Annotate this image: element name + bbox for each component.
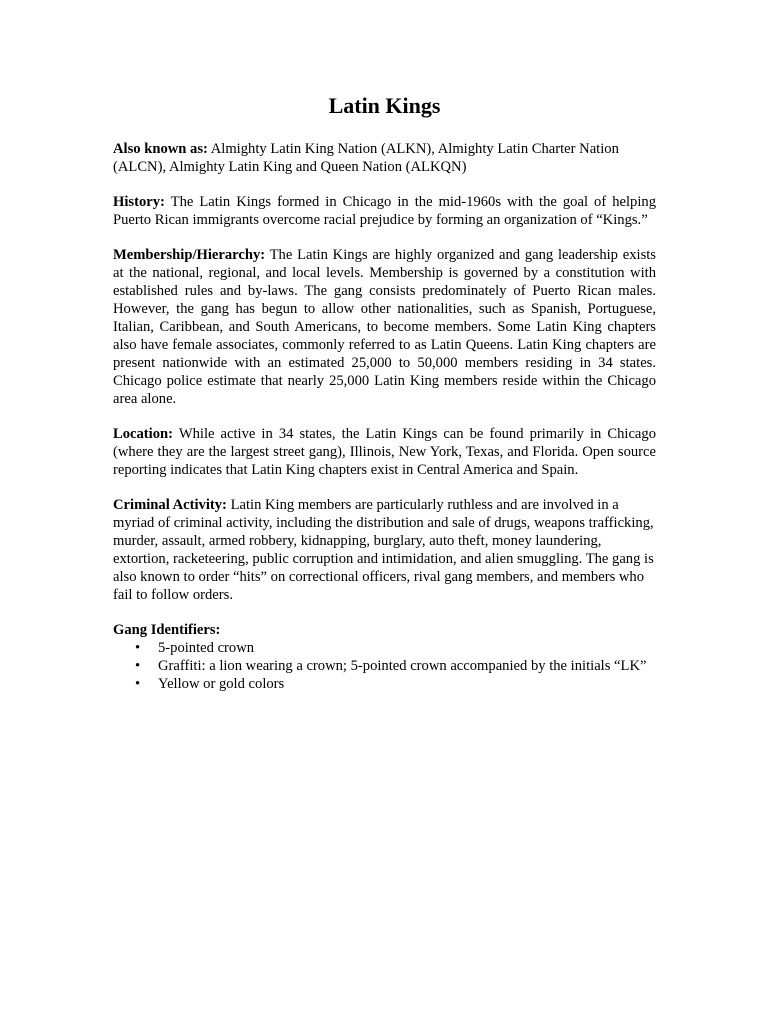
criminal-activity-section [113,496,656,604]
list-item-text: Yellow or gold colors [158,676,285,692]
list-item [113,657,656,675]
history-section [113,193,656,229]
gang-identifiers-heading: Gang Identifiers: [113,622,221,638]
list-item-text: Graffiti: a lion wearing a crown; 5-pointed crown accompanied by the initials “LK” [158,658,647,674]
membership-label: Membership/Hierarchy: [113,247,266,263]
page-title: Latin Kings [328,93,441,118]
gang-identifiers-list [113,639,656,693]
location-text: While active in 34 states, the Latin Kings can be found primarily in Chicago (where they are the largest street gang), Illinois, New York, Texas, and Florida. Open source reporting indicates that Latin King chapters exist in Central America and Spain. [113,426,656,478]
membership-section [113,246,656,408]
criminal-activity-text: Latin King members are particularly ruthless and are involved in a myriad of criminal activity, including the distribution and sale of drugs, weapons trafficking, murder, assault, armed robbery, kidnapping, burglary, auto theft, money laundering, extortion, racketeering, public corruption and intimidation, and alien smuggling. The gang is also known to order “hits” on correctional officers, rival gang members, and members who fail to follow orders. [113,497,654,603]
criminal-activity-label: Criminal Activity: [113,497,227,513]
location-label: Location: [113,426,173,442]
list-item-text: 5-pointed crown [158,640,255,656]
aka-text: Almighty Latin King Nation (ALKN), Almighty Latin Charter Nation (ALCN), Almighty Latin King and Queen Nation (ALKQN) [113,141,619,175]
list-item [113,639,656,657]
bullet-icon: • [135,658,141,674]
bullet-icon: • [135,676,141,692]
history-text: The Latin Kings formed in Chicago in the mid-1960s with the goal of helping Puerto Rican immigrants overcome racial prejudice by forming an organization of “Kings.” [113,194,657,228]
document-page [113,92,656,693]
membership-text: The Latin Kings are highly organized and gang leadership exists at the national, regional, and local levels. Membership is governed by a constitution with established rules and by-laws. The gang consists predominately of Puerto Rican males. However, the gang has begun to allow other nationalities, such as Spanish, Portuguese, Italian, Caribbean, and South Americans, to become members. Some Latin King chapters also have female associates, commonly referred to as Latin Queens. Latin King chapters are present nationwide with an estimated 25,000 to 50,000 members residing in 34 states. Chicago police estimate that nearly 25,000 Latin King members reside within the Chicago area alone. [113,247,656,407]
location-section [113,425,656,479]
aka-section [113,140,656,176]
history-label: History: [113,194,165,210]
list-item [113,675,656,693]
aka-label: Also known as: [113,141,208,157]
bullet-icon: • [135,640,141,656]
